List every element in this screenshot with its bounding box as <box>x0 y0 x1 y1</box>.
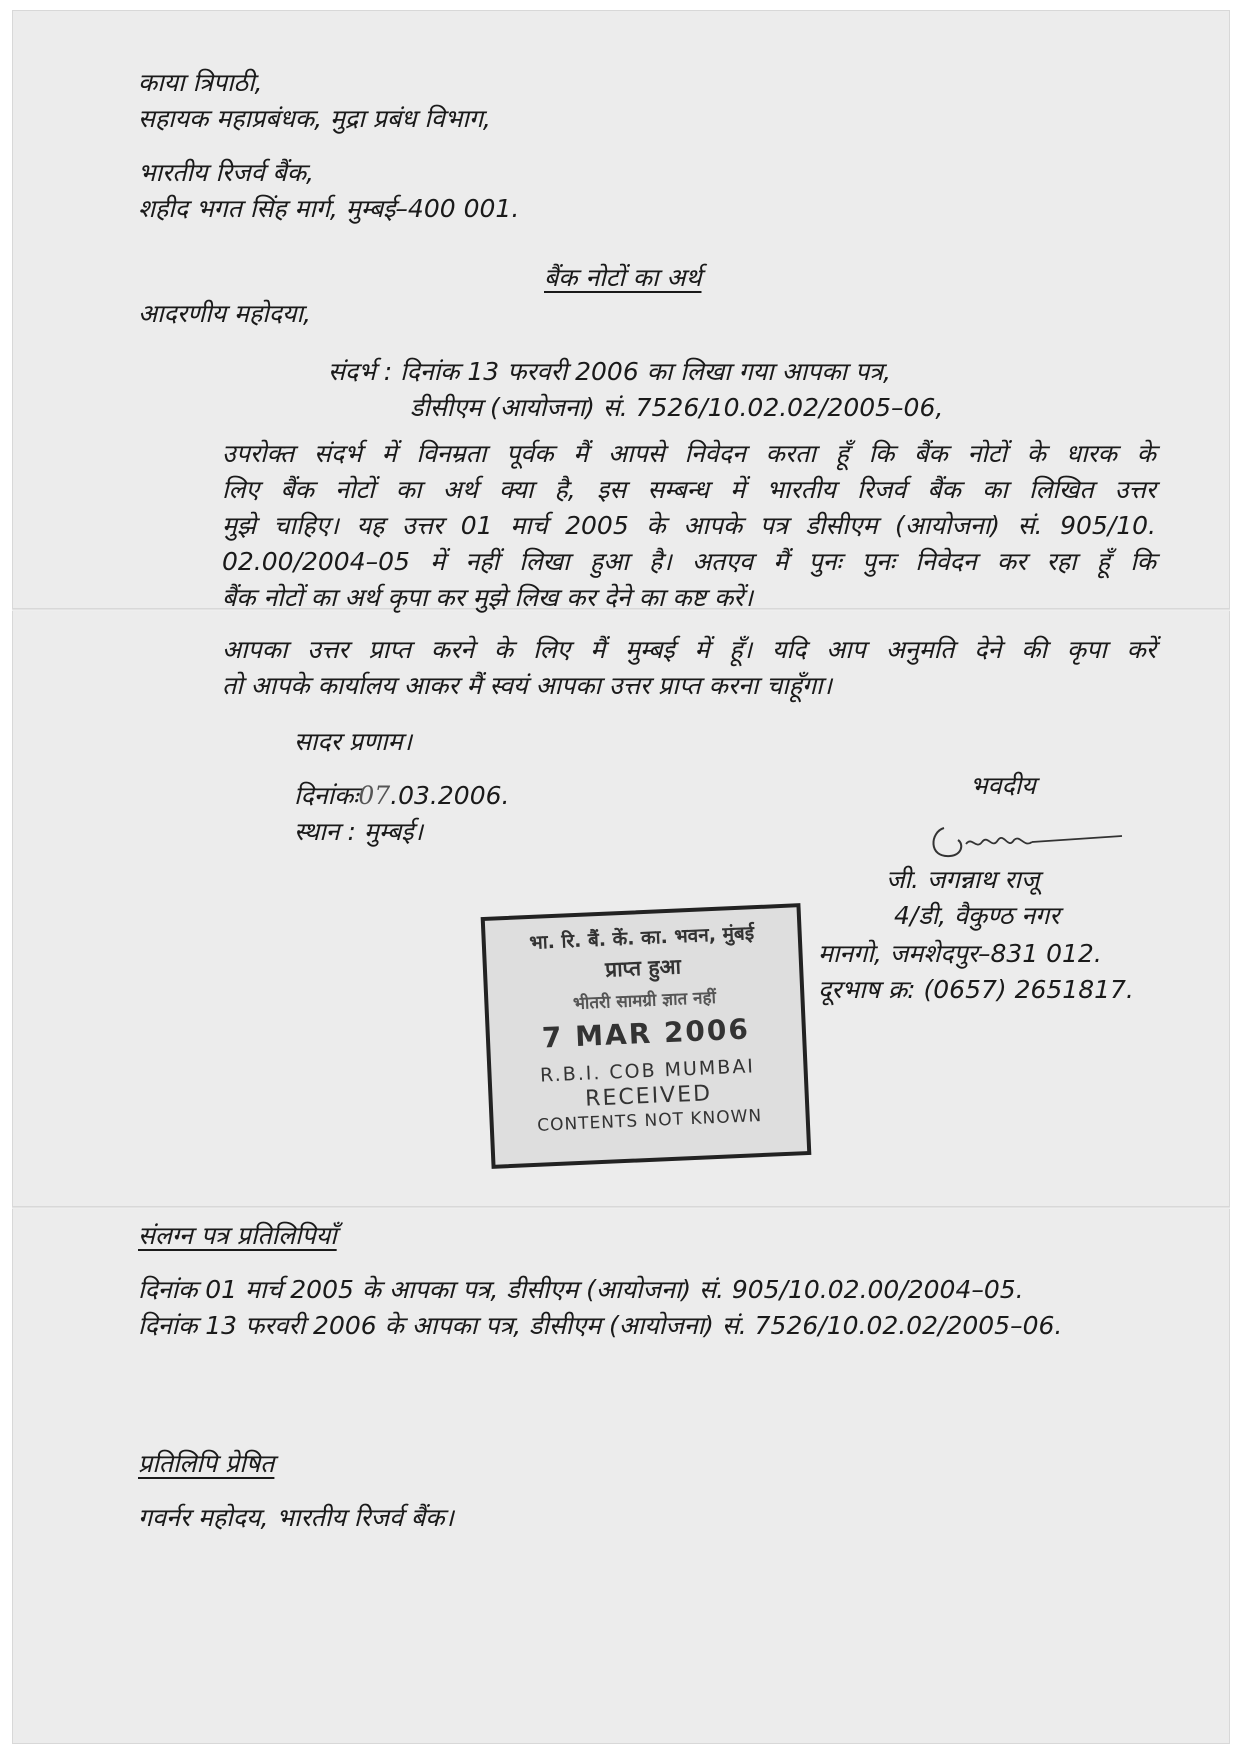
stamp-line: R.B.I. COB MUMBAI <box>539 1055 756 1087</box>
body-line: 02.00/2004–05 में नहीं लिखा हुआ है। अतएव मैं पुनः पुनः निवेदन कर रहा हूँ कि <box>222 547 1156 576</box>
reference-line-2: डीसीएम (आयोजना) सं. 7526/10.02.02/2005–06, <box>410 393 944 422</box>
enclosures-heading: संलग्न पत्र प्रतिलिपियाँ <box>138 1221 337 1250</box>
body-line: उपरोक्त संदर्भ में विनम्रता पूर्वक मैं आपसे निवेदन करता हूँ कि बैंक नोटों के धारक के <box>222 439 1156 468</box>
stamp-line: प्राप्त हुआ <box>604 954 682 982</box>
received-stamp <box>481 903 812 1169</box>
salutation: आदरणीय महोदया, <box>138 299 311 328</box>
sender-address-2: मानगो, जमशेदपुर–831 012. <box>818 939 1102 968</box>
sender-phone: दूरभाष क्र: (0657) 2651817. <box>818 975 1134 1004</box>
recipient-address: शहीद भगत सिंह मार्ग, मुम्बई–400 001. <box>138 194 520 223</box>
recipient-org: भारतीय रिजर्व बैंक, <box>138 158 314 187</box>
copy-to-item: गवर्नर महोदय, भारतीय रिजर्व बैंक। <box>138 1503 454 1532</box>
enclosure-item: दिनांक 13 फरवरी 2006 के आपका पत्र, डीसीएम (आयोजना) सं. 7526/10.02.02/2005–06. <box>138 1311 1063 1340</box>
fold-line <box>12 1206 1230 1209</box>
letter-place: स्थान : मुम्बई। <box>294 817 423 846</box>
recipient-designation: सहायक महाप्रबंधक, मुद्रा प्रबंध विभाग, <box>138 104 491 133</box>
body-line: मुझे चाहिए। यह उत्तर 01 मार्च 2005 के आपके पत्र डीसीएम (आयोजना) सं. 905/10. <box>222 511 1156 540</box>
stamp-line: भा. रि. बैं. कें. का. भवन, मुंबई <box>528 922 755 954</box>
letter-date <box>294 778 509 814</box>
sender-address-1: 4/डी, वैकुण्ठ नगर <box>894 901 1060 930</box>
enclosure-item: दिनांक 01 मार्च 2005 के आपका पत्र, डीसीएम (आयोजना) सं. 905/10.02.00/2004–05. <box>138 1275 1024 1304</box>
copy-to-heading: प्रतिलिपि प्रेषित <box>138 1449 275 1478</box>
body-line: तो आपके कार्यालय आकर मैं स्वयं आपका उत्तर प्राप्त करना चाहूँगा। <box>222 671 832 700</box>
body-line: बैंक नोटों का अर्थ कृपा कर मुझे लिख कर देने का कष्ट करें। <box>222 583 753 612</box>
date-label: दिनांकः <box>294 781 359 810</box>
closing-greeting: सादर प्रणाम। <box>294 727 413 756</box>
stamp-date: 7 MAR 2006 <box>541 1012 751 1055</box>
sender-name: जी. जगन्नाथ राजू <box>886 865 1040 894</box>
reference-line-1: संदर्भ : दिनांक 13 फरवरी 2006 का लिखा गया आपका पत्र, <box>328 357 891 386</box>
body-paragraph-2 <box>222 632 1156 704</box>
subject-heading: बैंक नोटों का अर्थ <box>544 263 702 292</box>
body-paragraph-1 <box>222 436 1156 616</box>
letter-page <box>12 10 1230 1744</box>
signature <box>922 810 1132 870</box>
recipient-name: काया त्रिपाठी, <box>138 68 263 97</box>
date-handwritten: 07 <box>358 781 391 810</box>
body-line: लिए बैंक नोटों का अर्थ क्या है, इस सम्बन्ध में भारतीय रिजर्व बैंक का लिखित उत्तर <box>222 475 1156 504</box>
stamp-line: RECEIVED <box>584 1081 713 1112</box>
date-printed: .03.2006. <box>390 781 510 810</box>
stamp-line: CONTENTS NOT KNOWN <box>536 1106 763 1136</box>
stamp-line: भीतरी सामग्री ज्ञात नहीं <box>572 987 717 1015</box>
body-line: आपका उत्तर प्राप्त करने के लिए मैं मुम्बई में हूँ। यदि आप अनुमति देने की कृपा करें <box>222 635 1156 664</box>
yours-faithfully: भवदीय <box>970 771 1036 800</box>
